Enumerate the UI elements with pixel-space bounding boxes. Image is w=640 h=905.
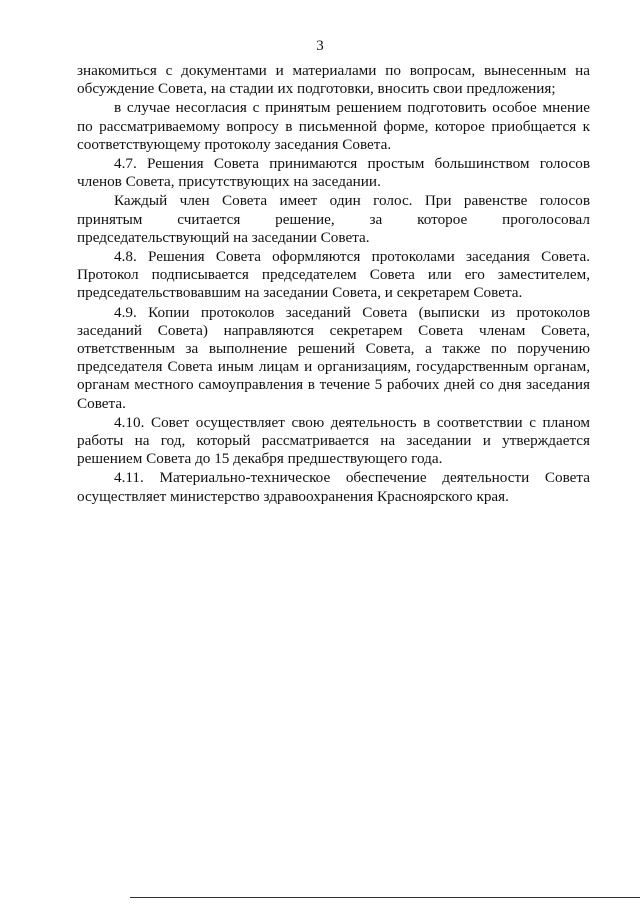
document-body	[77, 62, 590, 507]
page-bottom-divider	[130, 897, 640, 898]
paragraph: 4.10. Совет осуществляет свою деятельность в соответствии с планом работы на год, который рассматривается на заседании и утверждается решением Совета до 15 декабря предшествующего года.	[77, 413, 590, 468]
paragraph: 4.7. Решения Совета принимаются простым большинством голосов членов Совета, присутствующих на заседании.	[77, 155, 590, 191]
paragraph: 4.9. Копии протоколов заседаний Совета (выписки из протоколов заседаний Совета) направляются секретарем Совета членам Совета, ответственным за выполнение решений Совета, а также по поручению председателя Совета иным лицам и организациям, государственным органам, органам местного самоуправления в течение 5 рабочих дней со дня заседания Совета.	[77, 303, 590, 412]
paragraph: Каждый член Совета имеет один голос. При равенстве голосов принятым считается решение, за которое проголосовал председательствующий на заседании Совета.	[77, 192, 590, 246]
paragraph: 4.8. Решения Совета оформляются протоколами заседания Совета. Протокол подписывается председателем Совета или его заместителем, председательствовавшим на заседании Совета, и секретарем Совета.	[77, 248, 590, 302]
paragraph: знакомиться с документами и материалами по вопросам, вынесенным на обсуждение Совета, на стадии их подготовки, вносить свои предложения;	[77, 62, 590, 98]
paragraph: в случае несогласия с принятым решением подготовить особое мнение по рассматриваемому вопросу в письменной форме, которое приобщается к соответствующему протоколу заседания Совета.	[77, 99, 590, 153]
paragraph: 4.11. Материально-техническое обеспечение деятельности Совета осуществляет министерство здравоохранения Красноярского края.	[77, 469, 590, 505]
page-number: 3	[316, 38, 324, 54]
